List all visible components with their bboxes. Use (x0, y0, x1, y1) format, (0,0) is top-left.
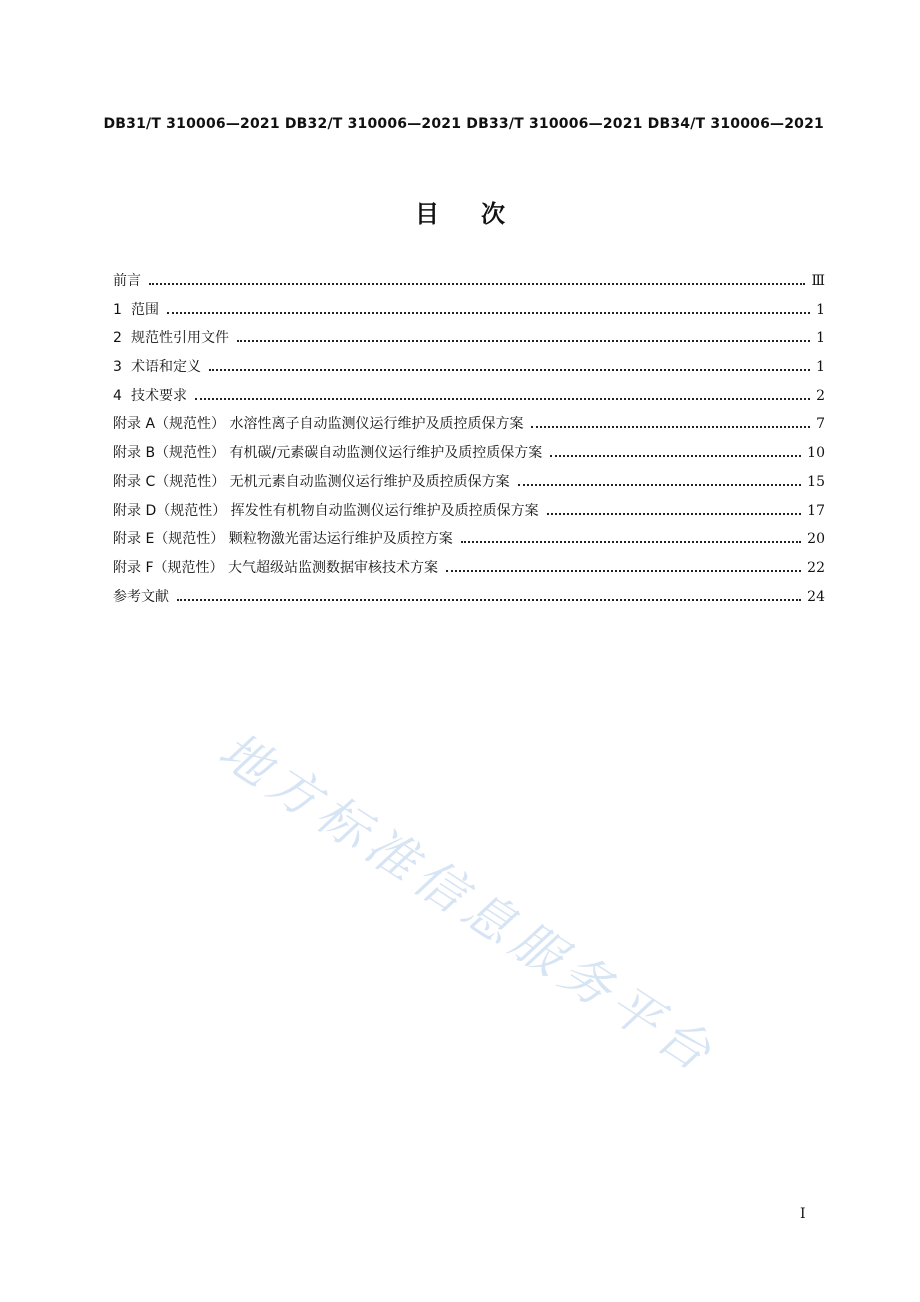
toc-entry-page: 2 (816, 387, 825, 404)
toc-entry-label (113, 356, 201, 376)
toc-leader-dots (446, 570, 801, 572)
toc-entry-label: 附录 E（规范性） 颗粒物激光雷达运行维护及质控方案 (113, 531, 453, 548)
watermark-text: 地方标准信息服务平台 (208, 721, 727, 1086)
toc-leader-dots (167, 312, 810, 314)
toc-leader-dots (531, 426, 810, 428)
toc-entry-number: 4 (113, 387, 122, 404)
toc-leader-dots (237, 340, 810, 342)
toc-entry[interactable] (113, 586, 825, 615)
toc-entry-label: 附录 A（规范性） 水溶性离子自动监测仪运行维护及质控质保方案 (113, 416, 524, 433)
toc-leader-dots (518, 484, 801, 486)
toc-entry-number: 3 (113, 359, 122, 376)
toc-entry-page: 22 (807, 559, 825, 576)
toc-entry-label (113, 385, 187, 405)
toc-entry-page: 20 (807, 531, 825, 548)
toc-entry-label (113, 299, 159, 319)
toc-entry-number: 2 (113, 330, 122, 347)
toc-entry-label: 参考文献 (113, 588, 169, 605)
toc-entry-number: 1 (113, 301, 122, 318)
page-title: 目次 (415, 200, 547, 228)
toc-entry[interactable] (113, 413, 825, 442)
toc-entry-label: 附录 C（规范性） 无机元素自动监测仪运行维护及质控质保方案 (113, 473, 510, 490)
toc-entry[interactable] (113, 528, 825, 557)
toc-entry-text: 术语和定义 (131, 359, 201, 376)
toc-entry-page: 17 (807, 502, 825, 519)
toc-entry-label: 附录 B（规范性） 有机碳/元素碳自动监测仪运行维护及质控质保方案 (113, 445, 543, 462)
toc-entry[interactable] (113, 471, 825, 500)
toc-entry-text: 规范性引用文件 (131, 330, 229, 347)
toc-leader-dots (209, 369, 810, 371)
toc-entry[interactable] (113, 557, 825, 586)
toc-leader-dots (550, 455, 801, 457)
toc-entry[interactable] (113, 442, 825, 471)
toc-entry[interactable] (113, 356, 825, 385)
toc-leader-dots (195, 398, 810, 400)
toc-entry-text: 范围 (131, 301, 159, 318)
toc-leader-dots (461, 541, 801, 543)
toc-entry-page: 10 (807, 445, 825, 462)
document-standard-codes: DB31/T 310006—2021 DB32/T 310006—2021 DB33/T 310006—2021 DB34/T 310006—2021 (103, 116, 824, 132)
toc-entry-page: Ⅲ (811, 273, 825, 289)
toc-leader-dots (547, 513, 801, 515)
toc-entry-text: 技术要求 (131, 387, 187, 404)
toc-entry-page: 1 (816, 330, 825, 347)
toc-entry[interactable] (113, 327, 825, 356)
toc-leader-dots (149, 283, 805, 285)
page-number: I (800, 1206, 806, 1222)
toc-leader-dots (177, 599, 801, 601)
toc-entry-label: 附录 F（规范性） 大气超级站监测数据审核技术方案 (113, 559, 438, 576)
toc-entry-page: 1 (816, 359, 825, 376)
toc-entry-page: 24 (807, 588, 825, 605)
toc-entry-page: 7 (816, 416, 825, 433)
table-of-contents (113, 270, 825, 614)
toc-entry-label: 前言 (113, 273, 141, 289)
toc-entry[interactable] (113, 500, 825, 529)
toc-entry[interactable] (113, 270, 825, 299)
toc-entry-page: 15 (807, 473, 825, 490)
toc-entry-page: 1 (816, 301, 825, 318)
toc-entry[interactable] (113, 299, 825, 328)
toc-entry-label: 附录 D（规范性） 挥发性有机物自动监测仪运行维护及质控质保方案 (113, 502, 539, 519)
toc-entry[interactable] (113, 385, 825, 414)
toc-entry-label (113, 327, 229, 347)
